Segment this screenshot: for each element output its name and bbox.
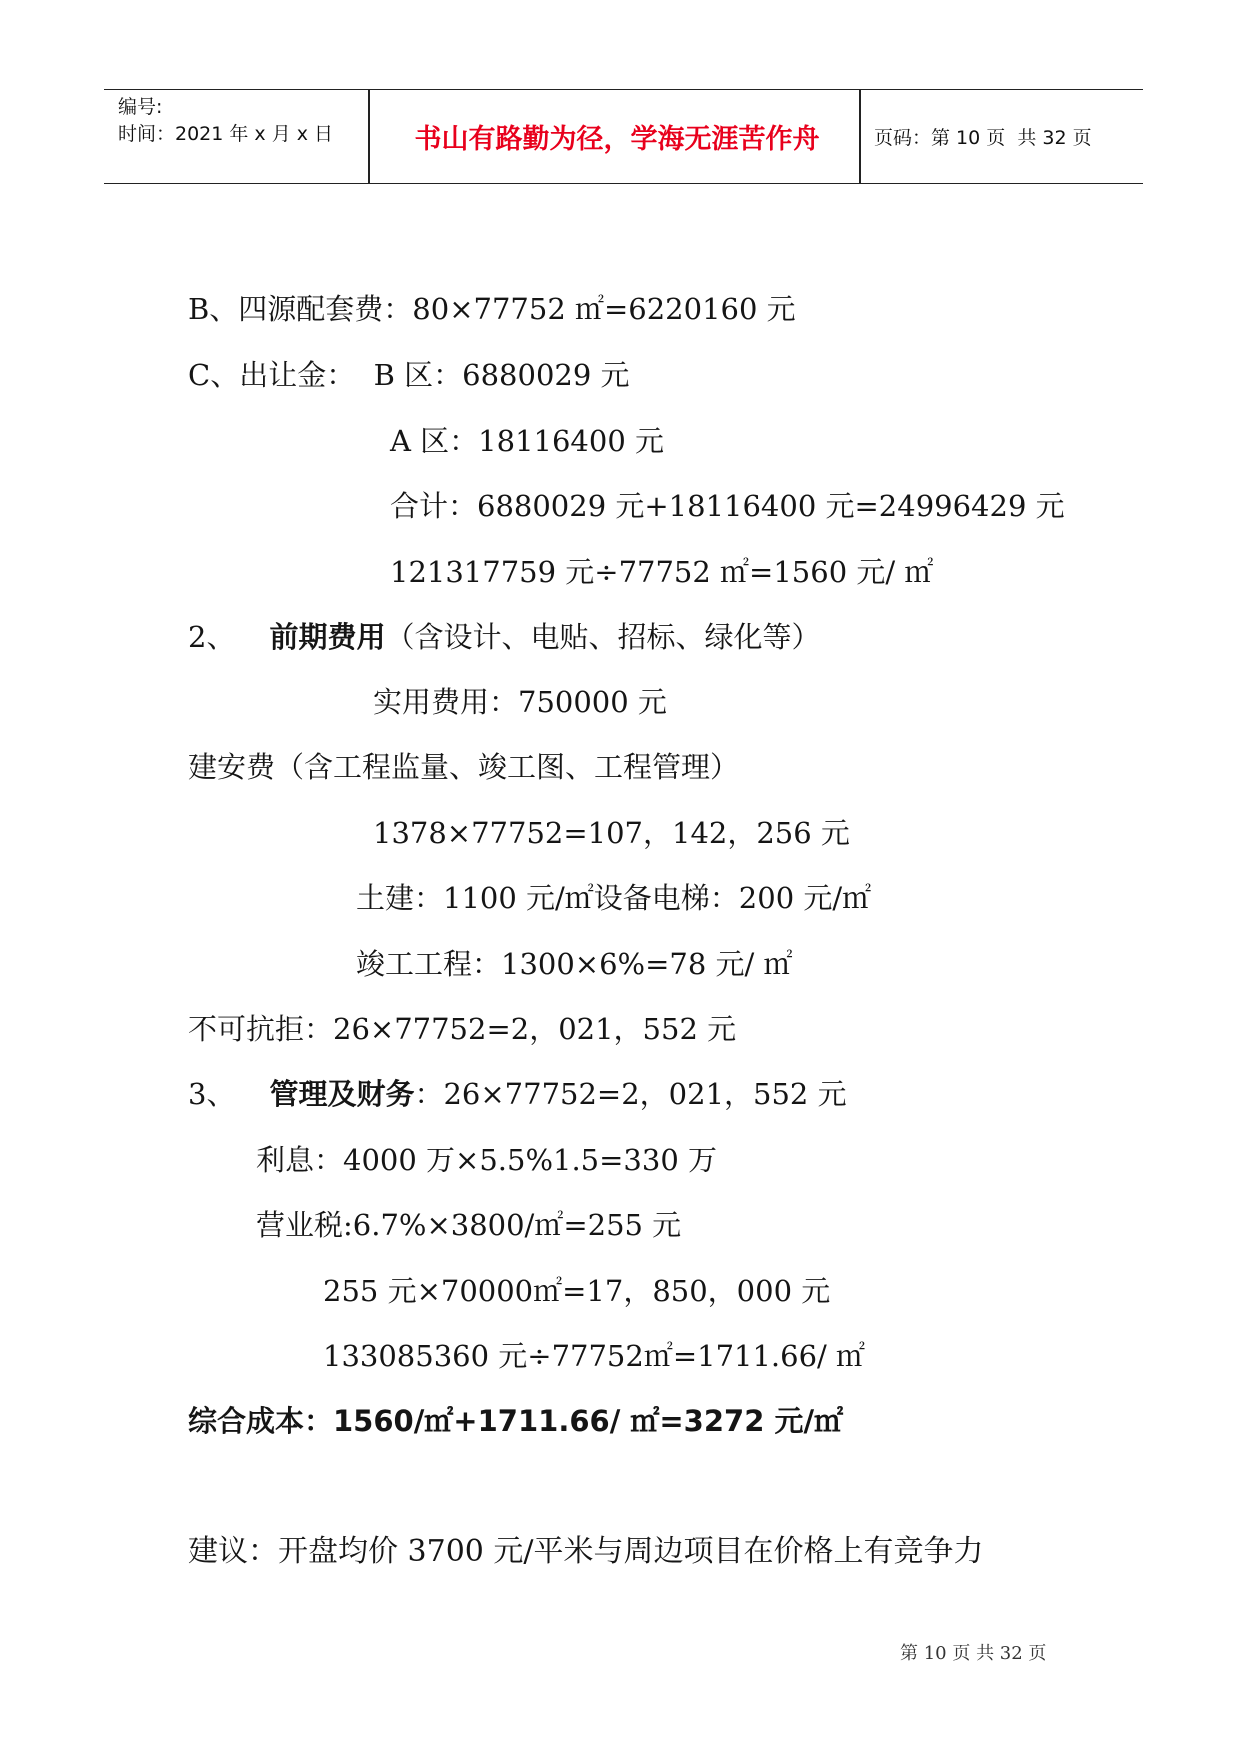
page-header (104, 89, 1143, 184)
total-cost-line: 综合成本：1560/㎡+1711.66/ ㎡=3272 元/㎡ (188, 1404, 844, 1438)
text-line: 133085360 元÷77752㎡=1711.66/ ㎡ (323, 1339, 866, 1373)
page-footer: 第 10 页 共 32 页 (900, 1643, 1047, 1664)
text-line: B、四源配套费：80×77752 ㎡=6220160 元 (188, 292, 796, 326)
text-line: 实用费用：750000 元 (373, 685, 667, 719)
text-line: 121317759 元÷77752 ㎡=1560 元/ ㎡ (390, 555, 934, 589)
text-line: 竣工工程：1300×6%=78 元/ ㎡ (356, 947, 793, 981)
text-line: 营业税:6.7%×3800/㎡=255 元 (256, 1208, 682, 1242)
header-meta (118, 94, 368, 148)
header-divider-right (859, 90, 861, 183)
recommendation-line: 建议：开盘均价 3700 元/平米与周边项目在价格上有竞争力 (188, 1534, 984, 1569)
section-title: 管理及财务 (269, 1077, 415, 1111)
text-line: 建安费（含工程监量、竣工图、工程管理） (188, 750, 740, 784)
section-number: 2、 (188, 620, 236, 654)
header-motto: 书山有路勤为径，学海无涯苦作舟 (414, 124, 820, 155)
header-page-number: 页码：第 10 页 共 32 页 (874, 127, 1092, 149)
text-line: 255 元×70000㎡=17，850，000 元 (323, 1274, 831, 1308)
section-heading (188, 619, 820, 655)
section-note: （含设计、电贴、招标、绿化等） (385, 620, 821, 654)
section-heading (188, 1076, 847, 1112)
text-line: 合计：6880029 元+18116400 元=24996429 元 (390, 489, 1065, 523)
document-date-label: 时间：2021 年 x 月 x 日 (118, 123, 334, 145)
text-line: 利息：4000 万×5.5%1.5=330 万 (256, 1143, 717, 1177)
section-title: 前期费用 (269, 620, 386, 654)
document-number-label: 编号: (118, 96, 163, 118)
section-note: ：26×77752=2，021，552 元 (414, 1077, 847, 1111)
text-line: 1378×77752=107，142，256 元 (373, 816, 850, 850)
text-line: C、出让金： B 区：6880029 元 (188, 358, 630, 392)
text-line: 土建：1100 元/㎡设备电梯：200 元/㎡ (356, 881, 872, 915)
text-line: 不可抗拒：26×77752=2，021，552 元 (188, 1012, 737, 1046)
text-line: A 区：18116400 元 (390, 424, 664, 458)
section-number: 3、 (188, 1077, 236, 1111)
